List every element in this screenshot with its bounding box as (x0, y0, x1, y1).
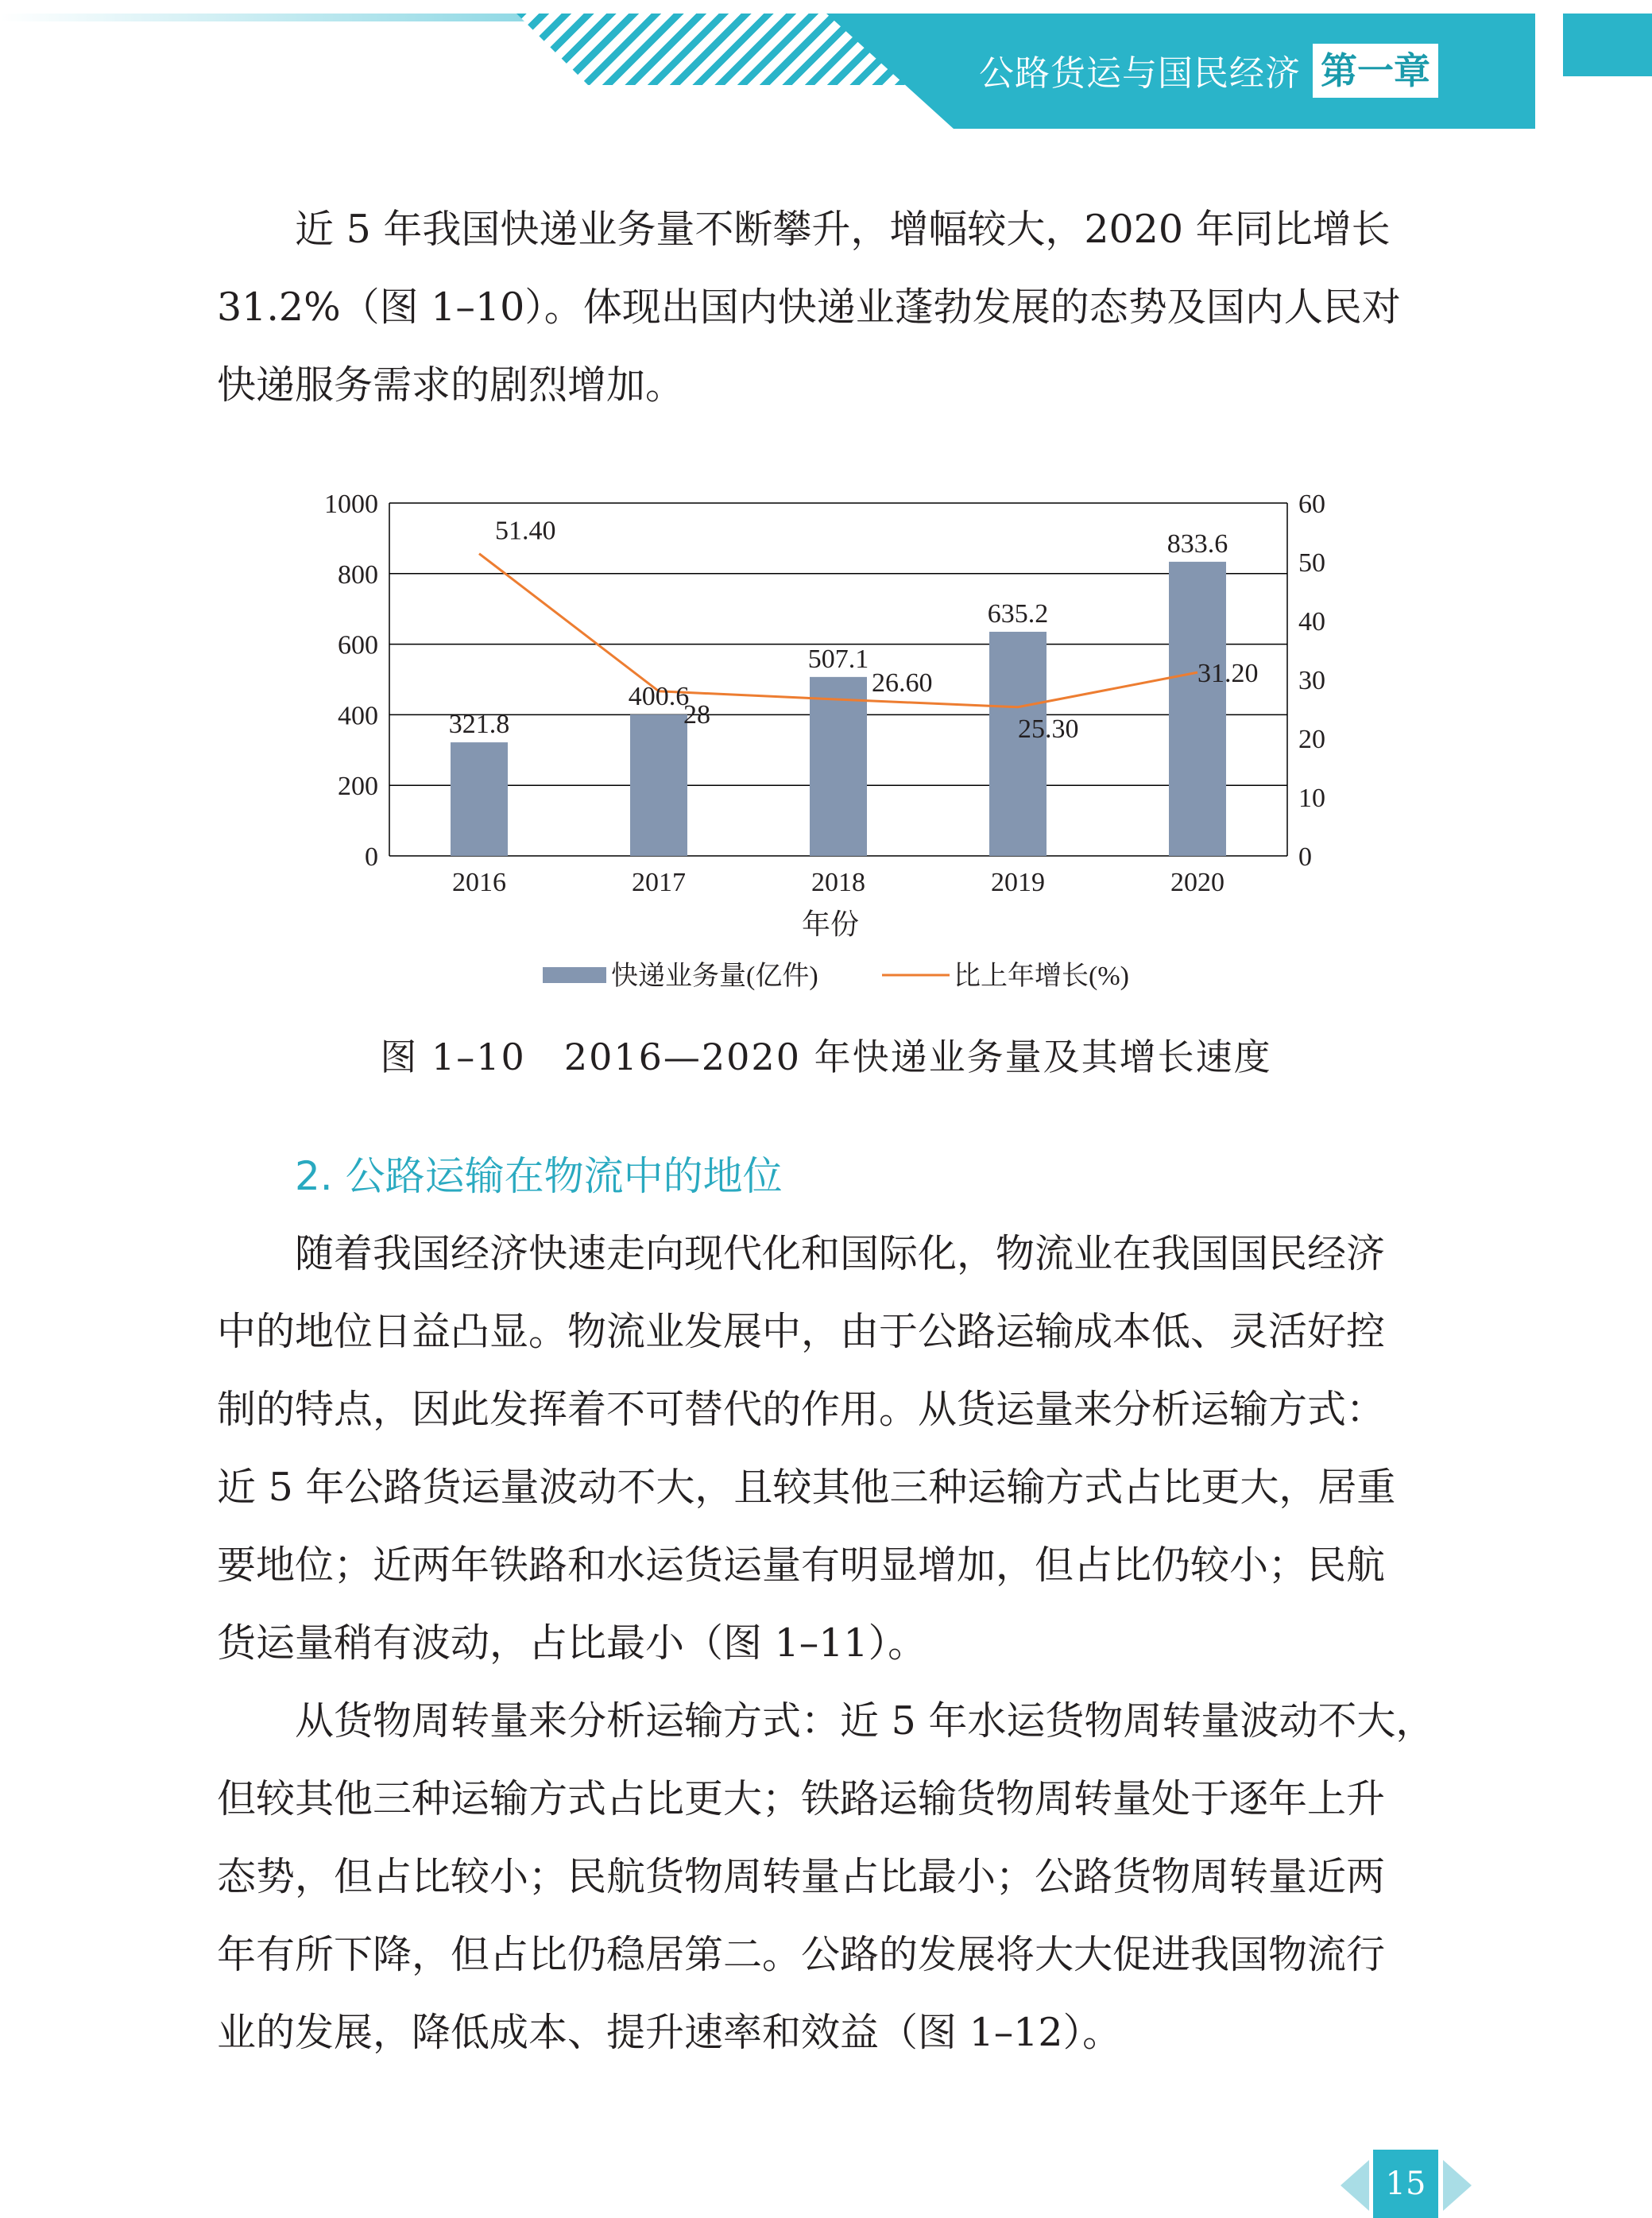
y-right-tick-label: 20 (1298, 725, 1325, 754)
legend-bar-swatch (543, 967, 606, 983)
text-line: 货运量稍有波动，占比最小（图 1–11）。 (217, 1604, 1436, 1682)
text-line: 随着我国经济快速走向现代化和国际化，物流业在我国国民经济 (217, 1215, 1436, 1293)
next-page-arrow-icon[interactable] (1443, 2160, 1472, 2211)
text-line: 快递服务需求的剧烈增加。 (217, 346, 1436, 424)
x-tick-label: 2020 (1170, 868, 1224, 897)
logistics-paragraph (217, 1215, 1436, 1682)
y-right-tick-label: 50 (1298, 548, 1325, 578)
text-line: 业的发展，降低成本、提升速率和效益（图 1–12）。 (217, 1994, 1436, 2072)
x-tick-label: 2017 (632, 868, 686, 897)
bar-value-label: 507.1 (808, 644, 869, 674)
line-value-label: 28 (683, 700, 710, 730)
bar-value-label: 635.2 (988, 599, 1049, 629)
y-left-tick-label: 1000 (324, 490, 378, 519)
y-left-tick-label: 400 (338, 701, 378, 730)
bar-value-label: 833.6 (1167, 529, 1228, 559)
line-value-label: 31.20 (1197, 659, 1259, 688)
text-line: 31.2%（图 1–10）。体现出国内快递业蓬勃发展的态势及国内人民对 (217, 269, 1436, 346)
text-line: 制的特点，因此发挥着不可替代的作用。从货运量来分析运输方式： (217, 1371, 1436, 1449)
x-tick-label: 2018 (811, 868, 865, 897)
bar-series (451, 562, 1226, 856)
header-corner-tab (1563, 14, 1652, 76)
running-title: 公路货运与国民经济 (979, 46, 1301, 102)
y-left-tick-label: 200 (338, 772, 378, 801)
text-line: 中的地位日益凸显。物流业发展中，由于公路运输成本低、灵活好控 (217, 1293, 1436, 1371)
y-right-tick-label: 10 (1298, 784, 1325, 813)
bar-value-label: 321.8 (449, 710, 510, 739)
y-left-tick-label: 800 (338, 560, 378, 590)
text-line: 年有所下降，但占比仍稳居第二。公路的发展将大大促进我国物流行 (217, 1916, 1436, 1994)
bar (630, 714, 687, 856)
section-heading: 2. 公路运输在物流中的地位 (295, 1144, 783, 1208)
page-number: 15 (1373, 2150, 1438, 2218)
legend-bar-label: 快递业务量(亿件) (611, 961, 818, 991)
bar (989, 632, 1047, 856)
text-line: 近 5 年我国快递业务量不断攀升，增幅较大，2020 年同比增长 (217, 191, 1436, 269)
intro-paragraph (217, 191, 1436, 424)
chart-legend (543, 961, 1129, 991)
y-left-tick-label: 600 (338, 631, 378, 660)
x-tick-label: 2019 (991, 868, 1045, 897)
y-right-tick-label: 30 (1298, 666, 1325, 695)
express-volume-chart (302, 473, 1351, 1013)
bar (1169, 562, 1226, 856)
x-axis-title: 年份 (802, 908, 859, 940)
y-right-tick-label: 0 (1298, 842, 1312, 872)
bar (451, 742, 508, 856)
y-right-tick-label: 40 (1298, 607, 1325, 637)
text-line: 要地位；近两年铁路和水运货运量有明显增加，但占比仍较小；民航 (217, 1527, 1436, 1604)
line-value-label: 26.60 (872, 668, 933, 698)
text-line: 但较其他三种运输方式占比更大；铁路运输货物周转量处于逐年上升 (217, 1760, 1436, 1838)
line-value-label: 25.30 (1018, 714, 1079, 744)
bar (810, 677, 867, 856)
previous-page-arrow-icon[interactable] (1341, 2160, 1369, 2211)
header-band (0, 14, 1535, 129)
turnover-paragraph (217, 1682, 1436, 2072)
header-gradient-line (0, 14, 556, 21)
text-line: 从货物周转量来分析运输方式：近 5 年水运货物周转量波动不大， (217, 1682, 1436, 1760)
legend-line-label: 比上年增长(%) (954, 961, 1129, 991)
text-line: 近 5 年公路货运量波动不大，且较其他三种运输方式占比更大，居重 (217, 1449, 1436, 1527)
y-left-tick-label: 0 (365, 842, 378, 872)
text-line: 态势，但占比较小；民航货物周转量占比最小；公路货物周转量近两 (217, 1838, 1436, 1916)
y-right-tick-label: 60 (1298, 490, 1325, 519)
chapter-label: 第一章 (1313, 44, 1438, 98)
x-tick-label: 2016 (452, 868, 506, 897)
figure-caption: 图 1–10 2016—2020 年快递业务量及其增长速度 (0, 1033, 1652, 1081)
bar-value-label: 400.6 (629, 682, 690, 711)
line-value-label: 51.40 (495, 517, 556, 546)
